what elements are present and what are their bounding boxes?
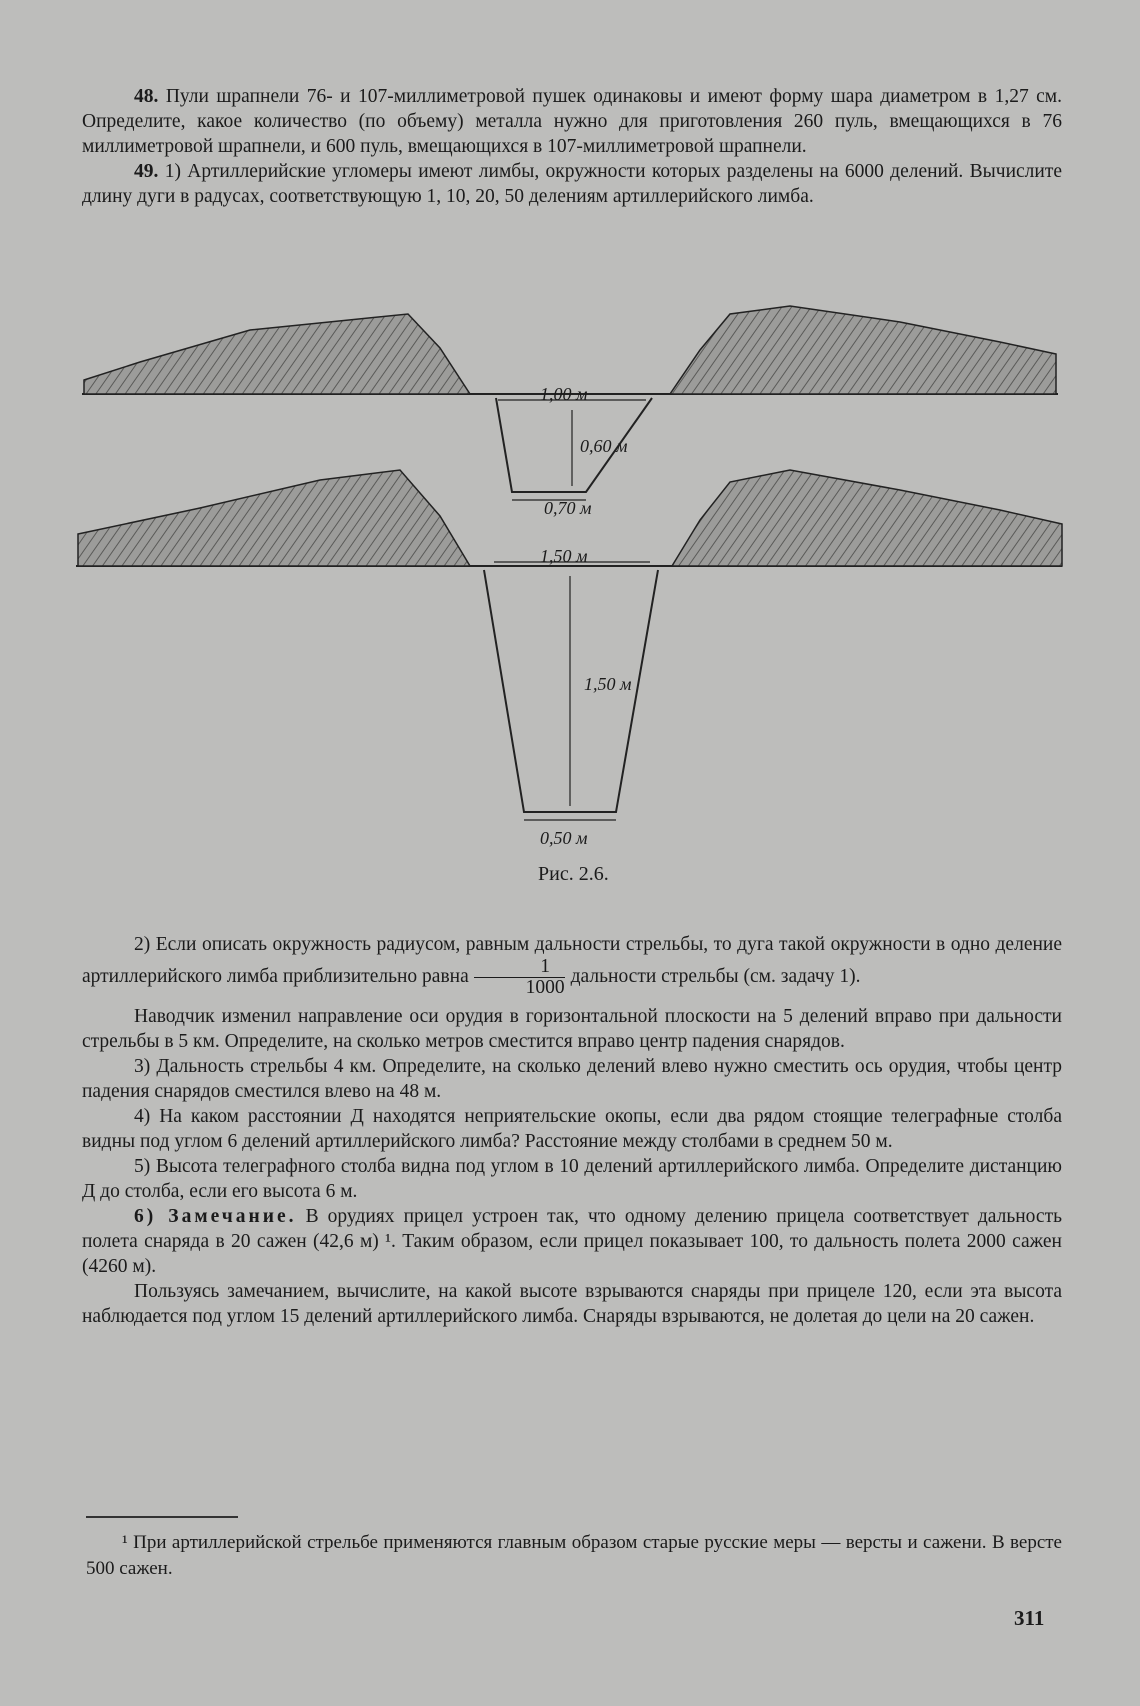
parapet-left-bottom (78, 470, 470, 566)
label-bottom-depth: 1,50 м (584, 674, 632, 694)
footnote: ¹ При артиллерийской стрельбе применяются главным образом старые русские меры — версты и сажени. В версте 500 сажен. (86, 1532, 1062, 1579)
remark-label: 6) Замечание. (134, 1206, 297, 1227)
label-bottom-width: 1,50 м (540, 546, 588, 566)
problems-bottom (82, 932, 1062, 1329)
part-2-text-b: дальности стрельбы (см. задачу 1). (570, 965, 861, 987)
gunner-task: Наводчик изменил направление оси орудия в горизонтальной плоскости на 5 делений вправо при дальности стрельбы в 5 км. Определите, на сколько метров сместится вправо центр падения снарядов. (82, 1006, 1062, 1052)
problem-48 (82, 84, 1062, 159)
fraction-numerator: 1 (474, 957, 565, 978)
problem-49 (82, 159, 1062, 209)
problem-49-number: 49. (134, 161, 159, 182)
label-bottom-bottom: 0,50 м (540, 828, 588, 848)
label-top-bottom: 0,70 м (544, 498, 592, 518)
problems-top (82, 84, 1062, 209)
part-3: 3) Дальность стрельбы 4 км. Определите, на сколько делений влево нужно сместить ось орудия, чтобы центр падения снарядов сместился влево на 48 м. (82, 1056, 1062, 1102)
page-number: 311 (1014, 1606, 1045, 1630)
part-5: 5) Высота телеграфного столба видна под углом в 10 делений артиллерийского лимба. Определите дистанцию Д до столба, если его высота 6 м. (82, 1156, 1062, 1202)
label-top-depth: 0,60 м (580, 436, 628, 456)
part-2-text-a: 2) Если описать окружность радиусом, равным дальности стрельбы, то дуга такой окружности в одно деление артиллерийского лимба приблизительно равна (82, 934, 1062, 987)
trench-profile-top (496, 398, 652, 492)
problem-48-number: 48. (134, 86, 159, 107)
fraction-denominator: 1000 (525, 977, 565, 998)
problem-49-intro: 1) Артиллерийские угломеры имеют лимбы, окружности которых разделены на 6000 делений. Вычислите длину дуги в радусах, соответствующую 1, 10, 20, 50 делениям артиллерийского лимба. (82, 161, 1062, 207)
trench-figure (0, 296, 1140, 906)
top-trench (82, 306, 1058, 518)
bottom-trench (76, 470, 1062, 848)
figure-caption: Рис. 2.6. (538, 863, 609, 885)
footnote-divider (86, 1516, 238, 1518)
part-6: 6) Замечание. В орудиях прицел устроен так, что одному делению прицела соответствует дальность полета снаряда в 20 сажен (42,6 м) ¹. Таким образом, если прицел показывает 100, то дальность полета 2000 сажен (4260 м). (82, 1206, 1062, 1277)
parapet-left-top (84, 314, 470, 394)
problem-48-text: Пули шрапнели 76- и 107-миллиметровой пушек одинаковы и имеют форму шара диаметром в 1,27 см. Определите, какое количество (по объему) металла нужно для приготовления 260 пуль, вмещающихся в 76 миллиметровой шрапнели, и 600 пуль, вмещающихся в 107-миллиметровой шрапнели. (82, 86, 1063, 157)
trench-profile-bottom (484, 570, 658, 812)
part-4: 4) На каком расстоянии Д находятся неприятельские окопы, если два рядом стоящие телеграфные столба видны под углом 6 делений артиллерийского лимба? Расстояние между столбами в среднем 50 м. (82, 1106, 1062, 1152)
fraction (474, 957, 565, 998)
part-2 (82, 932, 1062, 998)
label-top-width: 1,00 м (540, 384, 588, 404)
parapet-right-bottom (672, 470, 1062, 566)
parapet-right-top (670, 306, 1056, 394)
part-6-task: Пользуясь замечанием, вычислите, на какой высоте взрываются снаряды при прицеле 120, если эта высота наблюдается под углом 15 делений артиллерийского лимба. Снаряды взрываются, не долетая до цели на 20 сажен. (82, 1281, 1062, 1327)
